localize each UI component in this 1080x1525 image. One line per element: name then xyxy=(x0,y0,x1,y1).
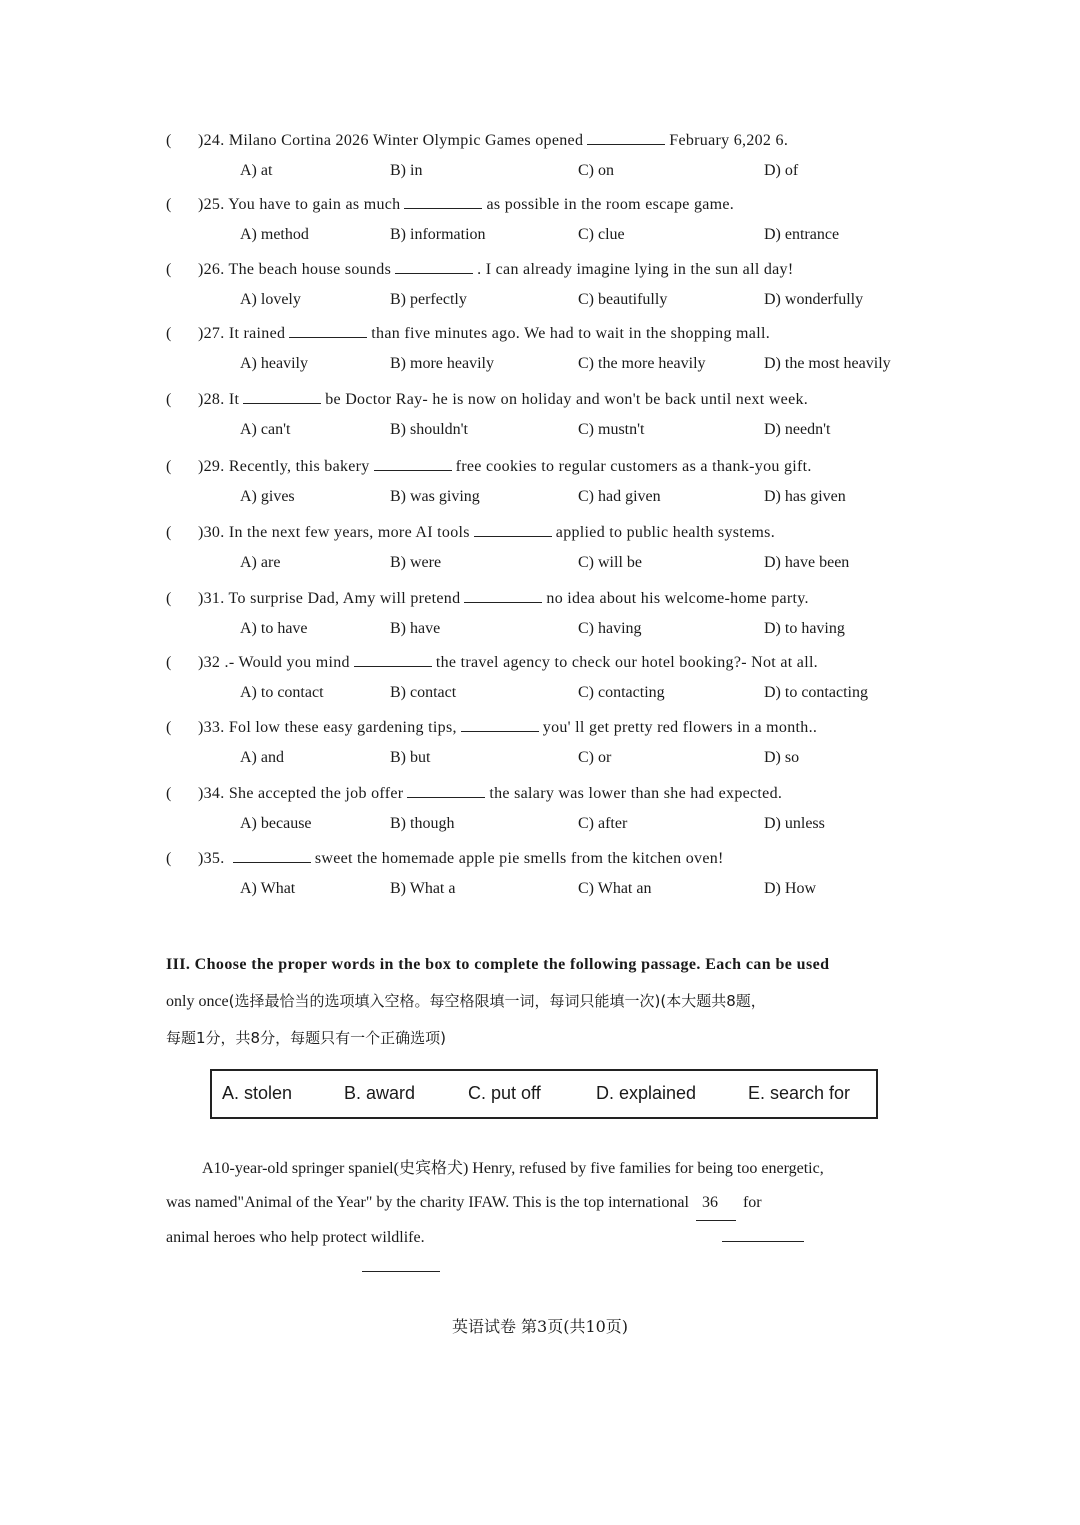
option-c: C) or xyxy=(578,749,612,766)
question-number: )24. xyxy=(198,132,229,149)
stray-blank-line-2 xyxy=(362,1270,440,1272)
stem-text-before: Milano Cortina 2026 Winter Olympic Games opened xyxy=(228,132,584,149)
option-d: D) so xyxy=(764,749,800,766)
option-c: C) clue xyxy=(578,226,625,243)
option-row xyxy=(240,749,960,771)
option-d: D) needn't xyxy=(764,421,831,438)
stem-text-before: Fol low these easy gardening tips, xyxy=(228,719,457,736)
option-b: B) was giving xyxy=(390,488,480,505)
answer-blank[interactable] xyxy=(407,783,485,798)
option-d: D) has given xyxy=(764,488,846,505)
question-stem xyxy=(166,783,782,803)
answer-blank[interactable] xyxy=(233,848,311,863)
stem-text-after: than five minutes ago. We had to wait in the shopping mall. xyxy=(371,325,770,342)
stem-text-after: be Doctor Ray- he is now on holiday and won't be back until next week. xyxy=(325,391,809,408)
question-27 xyxy=(166,323,946,372)
stem-text-before: The beach house sounds xyxy=(228,261,392,278)
option-b: B) What a xyxy=(390,880,456,897)
question-stem xyxy=(166,456,812,476)
question-number: )30. xyxy=(198,524,229,541)
answer-paren[interactable]: ( xyxy=(166,524,172,541)
answer-blank[interactable] xyxy=(587,130,665,145)
option-b: B) contact xyxy=(390,684,457,701)
option-a: A) to contact xyxy=(240,684,324,701)
option-c: C) the more heavily xyxy=(578,355,706,372)
option-a: A) are xyxy=(240,554,281,571)
option-row xyxy=(240,488,960,510)
stem-text-before: It xyxy=(228,391,240,408)
stem-text-before: In the next few years, more AI tools xyxy=(228,524,470,541)
answer-blank[interactable] xyxy=(374,456,452,471)
option-c: C) What an xyxy=(578,880,652,897)
option-c: C) beautifully xyxy=(578,291,668,308)
answer-blank[interactable] xyxy=(404,194,482,209)
question-stem xyxy=(166,389,808,409)
stem-text-after: . I can already imagine lying in the sun all day! xyxy=(477,261,794,278)
section-3-heading: III. Choose the proper words in the box to complete the following passage. Each can be used xyxy=(166,956,830,973)
option-b: B) more heavily xyxy=(390,355,494,372)
word-box-option-a: A. stolen xyxy=(222,1083,293,1103)
option-b: B) but xyxy=(390,749,431,766)
word-box-option-e: E. search for xyxy=(748,1083,851,1103)
option-d: D) of xyxy=(764,162,799,179)
page-footer: 英语试卷 第3页(共10页) xyxy=(451,1317,629,1336)
question-30 xyxy=(166,522,946,571)
option-a: A) because xyxy=(240,815,312,832)
question-34 xyxy=(166,783,946,832)
stem-text-after: as possible in the room escape game. xyxy=(486,196,735,213)
stem-text-before: .- Would you mind xyxy=(224,654,350,671)
option-d: D) have been xyxy=(764,554,850,571)
option-c: C) on xyxy=(578,162,614,179)
option-a: A) to have xyxy=(240,620,308,637)
section-3-cn-line-2: 每题1分，共8分，每题只有一个正确选项) xyxy=(166,1029,446,1047)
word-box-option-b: B. award xyxy=(344,1083,416,1103)
passage-line-2-end: for xyxy=(742,1194,762,1211)
answer-paren[interactable]: ( xyxy=(166,719,172,736)
answer-paren[interactable]: ( xyxy=(166,458,172,475)
option-c: C) after xyxy=(578,815,628,832)
stem-text-before: To surprise Dad, Amy will pretend xyxy=(228,590,461,607)
stem-text-after: the salary was lower than she had expected. xyxy=(489,785,783,802)
stem-text-before: It rained xyxy=(228,325,286,342)
option-a: A) heavily xyxy=(240,355,308,372)
option-c: C) mustn't xyxy=(578,421,645,438)
passage-line-1: A10-year-old springer spaniel(史宾格犬) Henry, refused by five families for being too energetic, xyxy=(202,1160,824,1177)
option-row xyxy=(240,421,960,443)
passage-line-2: was named"Animal of the Year" by the charity IFAW. This is the top international xyxy=(166,1194,689,1211)
option-row xyxy=(240,620,960,642)
option-row xyxy=(240,880,960,902)
option-b: B) perfectly xyxy=(390,291,467,308)
option-b: B) in xyxy=(390,162,423,179)
option-c: C) will be xyxy=(578,554,642,571)
option-row xyxy=(240,291,960,313)
option-row xyxy=(240,815,960,837)
answer-paren[interactable]: ( xyxy=(166,261,172,278)
word-box-option-c: C. put off xyxy=(468,1083,541,1103)
answer-blank[interactable] xyxy=(243,389,321,404)
question-26 xyxy=(166,259,946,308)
blank-36[interactable] xyxy=(696,1186,736,1221)
option-a: A) gives xyxy=(240,488,295,505)
question-24 xyxy=(166,130,946,179)
question-stem xyxy=(166,588,809,608)
option-a: A) and xyxy=(240,749,284,766)
option-d: D) entrance xyxy=(764,226,840,243)
answer-paren[interactable]: ( xyxy=(166,391,172,408)
answer-paren[interactable]: ( xyxy=(166,196,172,213)
blank-36-number: 36 xyxy=(701,1194,718,1211)
stem-text-after: free cookies to regular customers as a thank-you gift. xyxy=(455,458,812,475)
answer-blank[interactable] xyxy=(289,323,367,338)
answer-paren[interactable]: ( xyxy=(166,850,172,867)
option-d: D) How xyxy=(764,880,816,897)
question-number: )31. xyxy=(198,590,229,607)
stem-text-after: you' ll get pretty red flowers in a month.. xyxy=(542,719,818,736)
question-stem xyxy=(166,652,818,672)
question-stem xyxy=(166,522,775,542)
option-b: B) shouldn't xyxy=(390,421,468,438)
question-number: )25. xyxy=(198,196,229,213)
option-b: B) information xyxy=(390,226,486,243)
option-d: D) to having xyxy=(764,620,845,637)
answer-blank[interactable] xyxy=(354,652,432,667)
question-number: )33. xyxy=(198,719,229,736)
option-b: B) though xyxy=(390,815,455,832)
answer-blank[interactable] xyxy=(464,588,542,603)
answer-paren[interactable]: ( xyxy=(166,132,172,149)
option-b: B) were xyxy=(390,554,442,571)
option-row xyxy=(240,355,960,377)
word-box-option-d: D. explained xyxy=(596,1083,697,1103)
stem-text-before: She accepted the job offer xyxy=(228,785,404,802)
question-number: )27. xyxy=(198,325,229,342)
option-c: C) having xyxy=(578,620,642,637)
answer-blank[interactable] xyxy=(461,717,539,732)
option-row xyxy=(240,554,960,576)
question-31 xyxy=(166,588,946,637)
answer-blank[interactable] xyxy=(395,259,473,274)
question-number: )29. xyxy=(198,458,229,475)
option-a: A) can't xyxy=(240,421,291,438)
option-b: B) have xyxy=(390,620,441,637)
answer-blank[interactable] xyxy=(474,522,552,537)
stem-text-after: the travel agency to check our hotel booking?- Not at all. xyxy=(435,654,818,671)
section-3-cn-line-1: (选择最恰当的选项填入空格。每空格限填一词，每词只能填一次)(本大题共8题， xyxy=(228,992,766,1010)
option-a: A) at xyxy=(240,162,273,179)
question-33 xyxy=(166,717,946,766)
question-stem xyxy=(166,323,770,343)
stem-text-after: February 6,202 6. xyxy=(669,132,789,149)
passage xyxy=(166,1152,928,1255)
question-stem xyxy=(166,194,734,214)
question-number: )35. xyxy=(198,850,229,867)
stem-text-after: applied to public health systems. xyxy=(555,524,775,541)
option-a: A) What xyxy=(240,880,296,897)
question-29 xyxy=(166,456,946,505)
question-28 xyxy=(166,389,946,438)
stem-text-before: You have to gain as much xyxy=(228,196,401,213)
word-box xyxy=(210,1069,878,1119)
option-d: D) to contacting xyxy=(764,684,868,701)
option-d: D) the most heavily xyxy=(764,355,891,372)
option-c: C) contacting xyxy=(578,684,665,701)
option-a: A) method xyxy=(240,226,309,243)
question-number: )32 xyxy=(198,654,225,671)
option-row xyxy=(240,162,960,184)
option-a: A) lovely xyxy=(240,291,301,308)
stem-text-before: Recently, this bakery xyxy=(228,458,370,475)
stem-text-after: sweet the homemade apple pie smells from the kitchen oven! xyxy=(314,850,724,867)
passage-line-3: animal heroes who help protect wildlife. xyxy=(166,1229,425,1246)
section-3-instructions xyxy=(166,946,926,1057)
question-number: )28. xyxy=(198,391,229,408)
stray-blank-line xyxy=(722,1240,804,1242)
answer-paren[interactable]: ( xyxy=(166,325,172,342)
answer-paren[interactable]: ( xyxy=(166,785,172,802)
question-stem xyxy=(166,130,788,150)
option-d: D) unless xyxy=(764,815,825,832)
question-stem xyxy=(166,717,817,737)
stem-text-after: no idea about his welcome-home party. xyxy=(546,590,809,607)
option-row xyxy=(240,684,960,706)
answer-paren[interactable]: ( xyxy=(166,590,172,607)
question-stem xyxy=(166,259,794,279)
question-35 xyxy=(166,848,946,897)
option-d: D) wonderfully xyxy=(764,291,864,308)
question-number: )34. xyxy=(198,785,229,802)
section-3-only-once: only once xyxy=(166,993,229,1010)
answer-paren[interactable]: ( xyxy=(166,654,172,671)
option-c: C) had given xyxy=(578,488,661,505)
question-stem xyxy=(166,848,724,868)
option-row xyxy=(240,226,960,248)
question-number: )26. xyxy=(198,261,229,278)
question-32 xyxy=(166,652,946,701)
question-25 xyxy=(166,194,946,243)
